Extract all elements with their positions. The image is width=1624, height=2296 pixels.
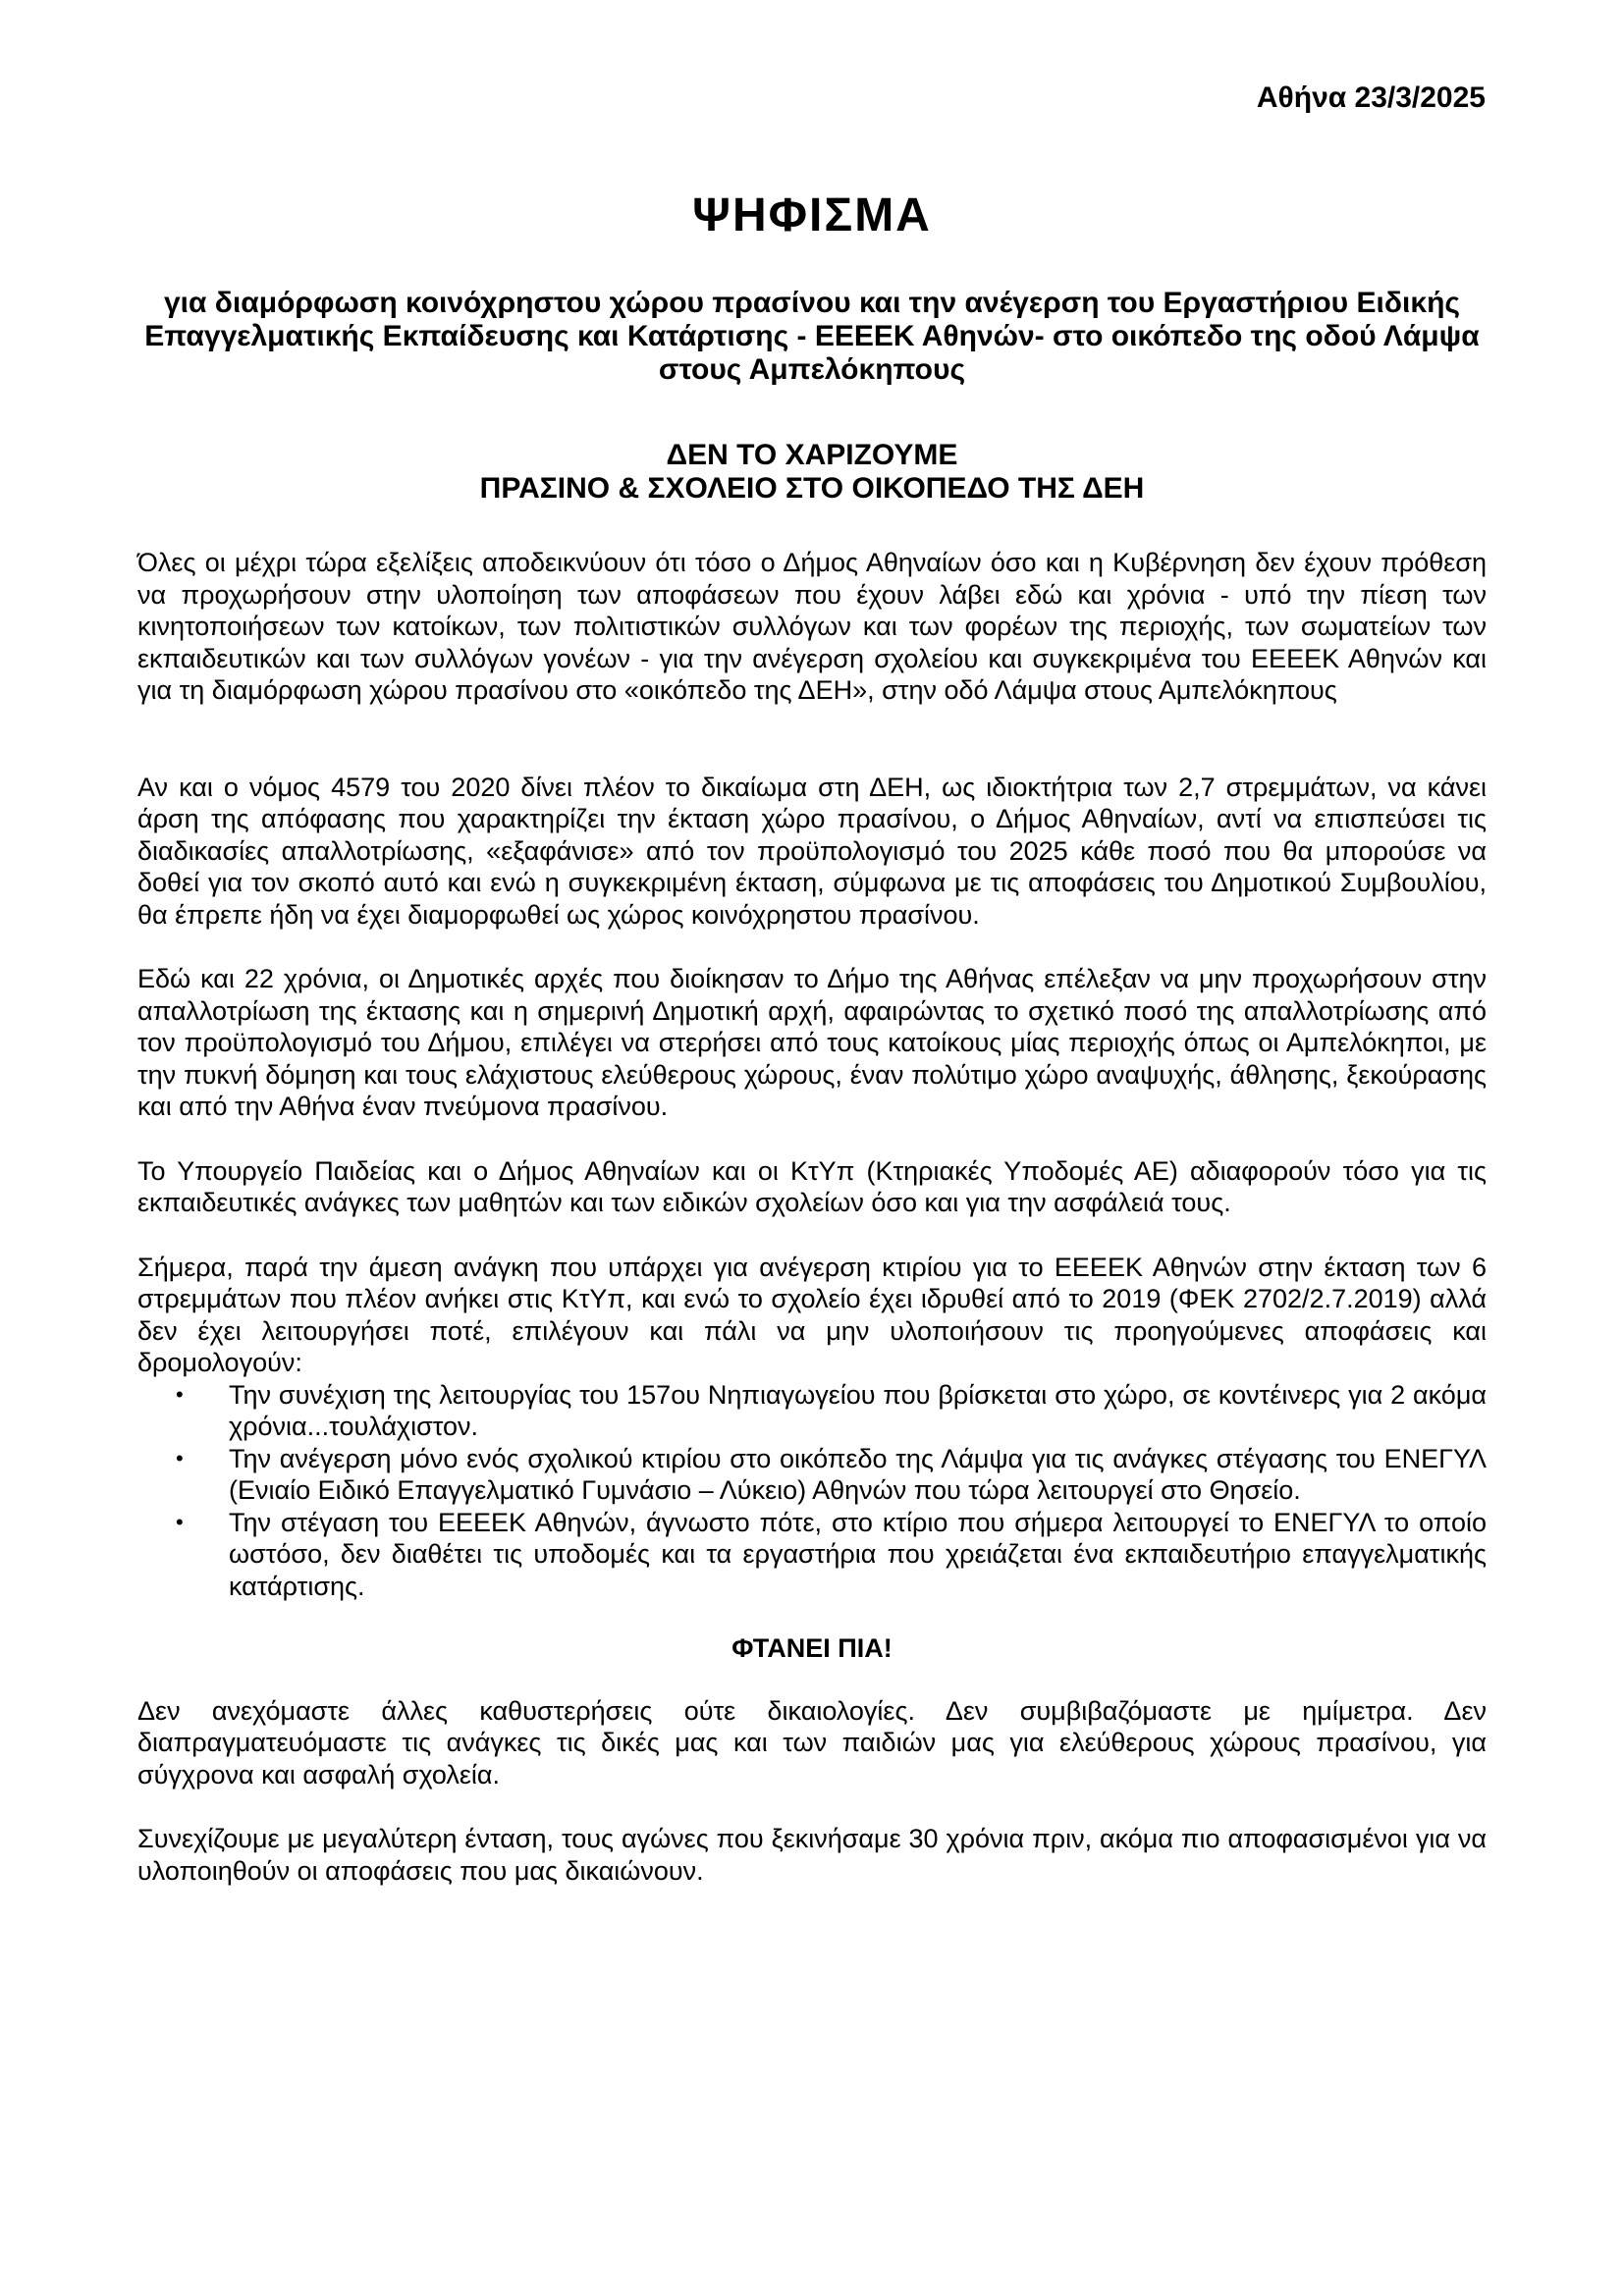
bullet-item-1 xyxy=(176,1379,1487,1443)
bullet-item-2 xyxy=(176,1443,1487,1507)
bullet-text-2: Την ανέγερση μόνο ενός σχολικού κτιρίου στο οικόπεδο της Λάμψα για τις ανάγκες στέγασης του ΕΝΕΓΥΛ (Ενιαίο Ειδικό Επαγγελματικό Γυμνάσιο – Λύκειο) Αθηνών που τώρα λειτουργεί στο Θησείο. xyxy=(229,1443,1487,1505)
document-body xyxy=(137,547,1487,1887)
slogan-line-1: ΔΕΝ ΤΟ ΧΑΡΙΖΟΥΜΕ xyxy=(666,439,958,471)
closing-paragraph-1: Δεν ανεχόμαστε άλλες καθυστερήσεις ούτε δικαιολογίες. Δεν συμβιβαζόμαστε με ημίμετρα. Δεν διαπραγματευόμαστε τις ανάγκες τις δικές μας και των παιδιών μας για ελεύθερους χώρους πρασίνου, για σύγχρονα και ασφαλή σχολεία. xyxy=(137,1695,1487,1789)
document-date: Αθήνα 23/3/2025 xyxy=(1256,81,1486,114)
slogan-line-2: ΠΡΑΣΙΝΟ & ΣΧΟΛΕΙΟ ΣΤΟ ΟΙΚΟΠΕΔΟ ΤΗΣ ΔΕΗ xyxy=(479,472,1145,505)
bullet-icon: • xyxy=(176,1381,184,1407)
bullet-text-3: Την στέγαση του ΕΕΕΕΚ Αθηνών, άγνωστο πότε, στο κτίριο που σήμερα λειτουργεί το ΕΝΕΓΥΛ το οποίο ωστόσο, δεν διαθέτει τις υποδομές και τα εργαστήρια που χρειάζεται ένα εκπαιδευτήριο επαγγελματικής κατάρτισης. xyxy=(229,1507,1487,1601)
bullet-item-3 xyxy=(176,1507,1487,1603)
paragraph-3: Εδώ και 22 χρόνια, οι Δημοτικές αρχές που διοίκησαν το Δήμο της Αθήνας επέλεξαν να μην προχωρήσουν στην απαλλοτρίωση της έκτασης και η σημερινή Δημοτική αρχή, αφαιρώντας το σχετικό ποσό της απαλλοτρίωσης από τον προϋπολογισμό του Δήμου, επιλέγει να στερήσει από τους κατοίκους μίας περιοχής όπως οι Αμπελόκηποι, με την πυκνή δόμηση και τους ελάχιστους ελεύθερους χώρους, έναν πολύτιμο χώρο αναψυχής, άθλησης, ξεκούρασης και από την Αθήνα έναν πνεύμονα πρασίνου. xyxy=(137,964,1487,1121)
bullet-icon: • xyxy=(176,1445,184,1470)
paragraph-4: Το Υπουργείο Παιδείας και ο Δήμος Αθηναίων και οι ΚτΥπ (Κτηριακές Υποδομές ΑΕ) αδιαφορούν τόσο για τις εκπαιδευτικές ανάγκες των μαθητών και των ειδικών σχολείων όσο και για την ασφάλειά τους. xyxy=(137,1155,1487,1217)
bullet-icon: • xyxy=(176,1509,184,1534)
bullet-list xyxy=(137,1379,1487,1603)
paragraph-5: Σήμερα, παρά την άμεση ανάγκη που υπάρχει για ανέγερση κτιρίου για το ΕΕΕΕΚ Αθηνών στην έκταση των 6 στρεμμάτων που πλέον ανήκει στις ΚτΥπ, και ενώ το σχολείο έχει ιδρυθεί από το 2019 (ΦΕΚ 2702/2.7.2019) αλλά δεν έχει λειτουργήσει ποτέ, επιλέγουν και πάλι να μην υλοποιήσουν τις προηγούμενες αποφάσεις και δρομολογούν: xyxy=(137,1252,1487,1377)
section-heading: ΦΤΑΝΕΙ ΠΙΑ! xyxy=(731,1633,893,1663)
paragraph-2: Αν και ο νόμος 4579 του 2020 δίνει πλέον το δικαίωμα στη ΔΕΗ, ως ιδιοκτήτρια των 2,7 στρεμμάτων, να κάνει άρση της απόφασης που χαρακτηρίζει την έκταση χώρο πρασίνου, ο Δήμος Αθηναίων, αντί να επισπεύσει τις διαδικασίες απαλλοτρίωσης, «εξαφάνισε» από τον προϋπολογισμό του 2025 κάθε ποσό που θα μπορούσε να δοθεί για τον σκοπό αυτό και ενώ η συγκεκριμένη έκταση, σύμφωνα με τις αποφάσεις του Δημοτικού Συμβουλίου, θα έπρεπε ήδη να έχει διαμορφωθεί ως χώρος κοινόχρηστου πρασίνου. xyxy=(137,772,1487,930)
document-subtitle: για διαμόρφωση κοινόχρηστου χώρου πρασίνου και την ανέγερση του Εργαστήριου Ειδικής Επαγγελματικής Εκπαίδευσης και Κατάρτισης - ΕΕΕΕΚ Αθηνών- στο οικόπεδο της οδού Λάμψα στους Αμπελόκηπους xyxy=(144,287,1480,386)
closing-paragraph-2: Συνεχίζουμε με μεγαλύτερη ένταση, τους αγώνες που ξεκινήσαμε 30 χρόνια πριν, ακόμα πιο αποφασισμένοι για να υλοποιηθούν οι αποφάσεις που μας δικαιώνουν. xyxy=(137,1824,1487,1886)
bullet-text-1: Την συνέχιση της λειτουργίας του 157ου Νηπιαγωγείου που βρίσκεται στο χώρο, σε κοντέινερς για 2 ακόμα χρόνια...τουλάχιστον. xyxy=(229,1379,1487,1441)
document-title: ΨΗΦΙΣΜΑ xyxy=(692,189,932,241)
paragraph-1: Όλες οι μέχρι τώρα εξελίξεις αποδεικνύουν ότι τόσο ο Δήμος Αθηναίων όσο και η Κυβέρνηση δεν έχουν πρόθεση να προχωρήσουν στην υλοποίηση των αποφάσεων που έχουν λάβει εδώ και χρόνια - υπό την πίεση των κινητοποιήσεων των κατοίκων, των πολιτιστικών συλλόγων και των φορέων της περιοχής, των σωματείων των εκπαιδευτικών και των συλλόγων γονέων - για την ανέγερση σχολείου και συγκεκριμένα του ΕΕΕΕΚ Αθηνών και για τη διαμόρφωση χώρου πρασίνου στο «οικόπεδο της ΔΕΗ», στην οδό Λάμψα στους Αμπελόκηπους xyxy=(137,548,1487,705)
slogan-block xyxy=(137,439,1487,506)
